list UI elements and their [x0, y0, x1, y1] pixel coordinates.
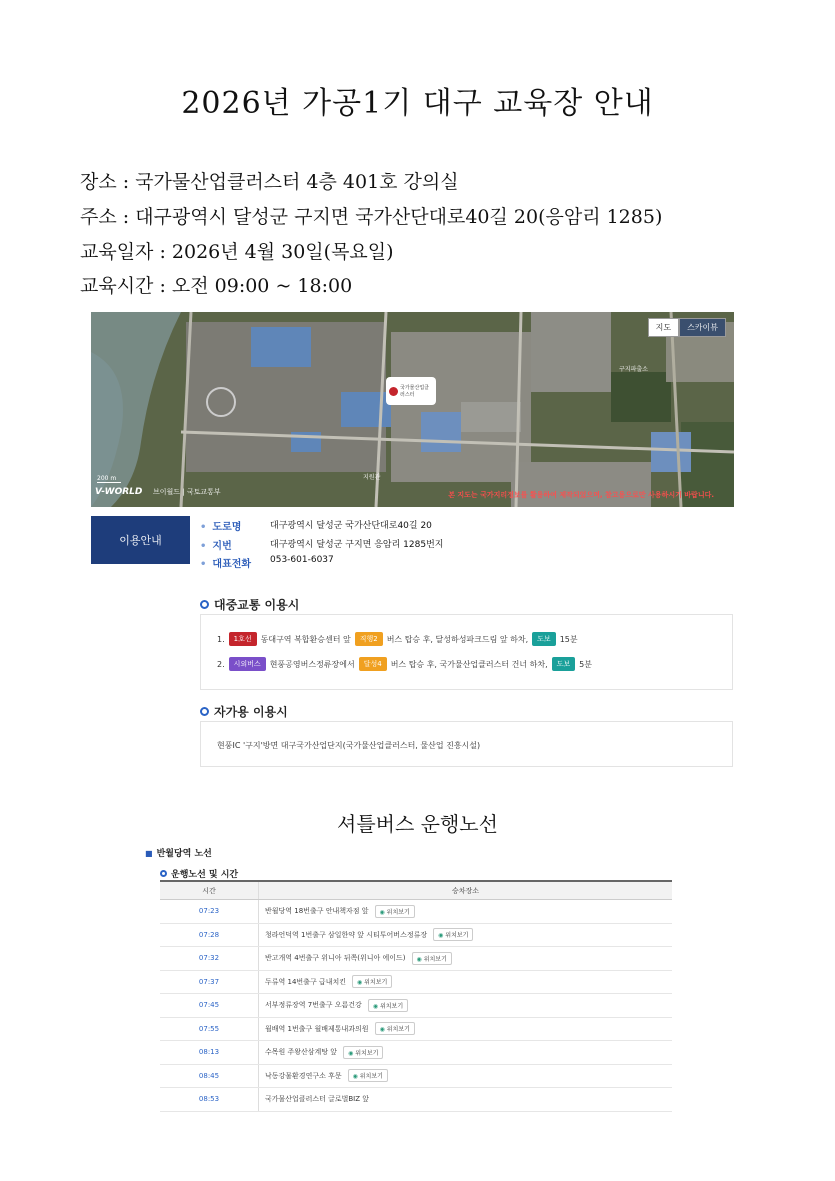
map-scale: 200 m	[97, 475, 121, 483]
transit-row-1	[217, 632, 578, 646]
info-location: 장소 : 국가물산업클러스터 4층 401호 강의실	[80, 171, 459, 193]
stop-cell	[259, 1065, 672, 1088]
col-stop-header: 승차장소	[451, 886, 480, 895]
location-marker[interactable]	[386, 377, 436, 405]
map-view-toggle	[648, 318, 726, 337]
stop-name: 반월당역 18번출구 안내책자점 앞	[265, 907, 369, 916]
circle-icon	[200, 600, 209, 609]
marker-label: 국가물산업클러스터	[400, 385, 429, 398]
intercity-bus-tag: 시외버스	[229, 657, 266, 671]
time-cell: 07:37	[160, 971, 259, 994]
walk-tag: 도보	[532, 632, 556, 646]
view-location-button[interactable]: ◉ 위치보기	[412, 952, 452, 965]
table-row	[160, 1065, 672, 1089]
stop-name: 두류역 14번출구 급내치킨	[265, 977, 346, 986]
guide-label: • 대표전화	[200, 555, 270, 570]
stop-name: 월배역 1번출구 월배제통내과의원	[265, 1024, 369, 1033]
guide-row-road	[200, 518, 432, 533]
map-place-label: 지원관	[363, 474, 381, 481]
stop-name: 반고개역 4번출구 위니아 뒤쪽(위니아 에이드)	[265, 954, 406, 963]
car-text: 현풍IC '구지'방면 대구국가산업단지(국가물산업클러스터, 물산업 진흥시설)	[217, 741, 481, 750]
info-address: 주소 : 대구광역시 달성군 구지면 국가산단대로40길 20(응암리 1285)	[80, 206, 663, 228]
route-heading: ■ 반월당역 노선	[145, 846, 212, 859]
guide-value: 대구광역시 달성군 국가산단대로40길 20	[270, 521, 432, 531]
view-location-button[interactable]: ◉ 위치보기	[343, 1046, 383, 1059]
table-row	[160, 1088, 672, 1112]
time-cell: 07:45	[160, 994, 259, 1017]
row-number: 2.	[217, 659, 225, 669]
circle-icon	[160, 870, 167, 877]
marker-logo-icon	[389, 387, 398, 396]
guide-label: • 도로명	[200, 518, 270, 533]
transit-text: 현풍공영버스정류장에서	[269, 659, 355, 669]
view-location-button[interactable]: ◉ 위치보기	[352, 975, 392, 988]
stop-cell	[259, 900, 672, 923]
transit-text: 동대구역 복합환승센터 앞	[260, 634, 351, 644]
table-row	[160, 900, 672, 924]
guide-value: 대구광역시 달성군 구지면 응암리 1285번지	[270, 540, 444, 550]
bus-tag: 직행2	[355, 632, 383, 646]
skyview-button[interactable]: 스카이뷰	[679, 318, 726, 337]
page-title: 2026년 가공1기 대구 교육장 안내	[181, 86, 654, 121]
info-time: 교육시간 : 오전 09:00 ~ 18:00	[80, 275, 353, 297]
view-location-button[interactable]: ◉ 위치보기	[375, 905, 415, 918]
table-row	[160, 971, 672, 995]
time-cell: 07:28	[160, 924, 259, 947]
guide-row-lot	[200, 537, 443, 552]
info-date: 교육일자 : 2026년 4월 30일(목요일)	[80, 241, 394, 263]
view-location-button[interactable]: ◉ 위치보기	[375, 1022, 415, 1035]
table-header	[160, 880, 672, 900]
time-cell: 08:13	[160, 1041, 259, 1064]
vworld-logo: V-WORLD	[95, 487, 143, 497]
time-cell: 08:53	[160, 1088, 259, 1111]
map-footer-links[interactable]: 브이월드 | 국토교통부	[153, 488, 221, 496]
row-number: 1.	[217, 634, 225, 644]
map-view-button[interactable]: 지도	[648, 318, 679, 337]
map-notice: 본 지도는 국가지리정보를 활용하여 제작되었으며, 참고용으로만 사용하시기 바랍니다.	[448, 491, 714, 499]
guide-value: 053-601-6037	[270, 555, 334, 565]
stop-cell	[259, 994, 672, 1017]
stop-cell	[259, 1041, 672, 1064]
stop-name: 서부정류장역 7번출구 오름건강	[265, 1001, 362, 1010]
route-subheading	[160, 867, 238, 880]
col-time-header: 시간	[160, 882, 259, 899]
table-row	[160, 1041, 672, 1065]
shuttle-table	[160, 880, 672, 1112]
circle-icon	[200, 707, 209, 716]
stop-cell	[259, 924, 672, 947]
stop-name: 청라언덕역 1번출구 삼일한약 앞 시티투어버스정류장	[265, 930, 428, 939]
time-cell: 07:32	[160, 947, 259, 970]
shuttle-title: 셔틀버스 운행노선	[337, 812, 498, 836]
subway-tag: 1호선	[229, 632, 257, 646]
guide-label: • 지번	[200, 537, 270, 552]
transit-text: 버스 탑승 후, 국가물산업클러스터 건너 하차,	[390, 659, 548, 669]
walk-tag: 도보	[552, 657, 576, 671]
view-location-button[interactable]: ◉ 위치보기	[368, 999, 408, 1012]
public-transit-panel	[200, 614, 733, 690]
transit-row-2	[217, 657, 592, 671]
stop-cell	[259, 1018, 672, 1041]
time-cell: 08:45	[160, 1065, 259, 1088]
table-row	[160, 924, 672, 948]
guide-box: 이용안내	[91, 516, 190, 564]
route-subheading-text: 운행노선 및 시간	[171, 870, 239, 880]
car-heading	[200, 703, 288, 720]
stop-cell	[259, 947, 672, 970]
stop-cell	[259, 971, 672, 994]
time-cell: 07:55	[160, 1018, 259, 1041]
satellite-map[interactable]	[91, 312, 734, 507]
transit-text: 15분	[559, 634, 578, 644]
transit-text: 5분	[579, 659, 592, 669]
transit-text: 버스 탑승 후, 달성하성파크드림 앞 하차,	[386, 634, 529, 644]
view-location-button[interactable]: ◉ 위치보기	[433, 928, 473, 941]
table-row	[160, 994, 672, 1018]
stop-name: 낙동강물환경연구소 후문	[265, 1071, 342, 1080]
guide-row-phone	[200, 555, 334, 570]
table-row	[160, 947, 672, 971]
view-location-button[interactable]: ◉ 위치보기	[348, 1069, 388, 1082]
car-heading-text: 자가용 이용시	[214, 705, 288, 719]
public-transit-heading	[200, 596, 299, 613]
map-imagery	[91, 312, 734, 507]
bus-tag: 달성4	[359, 657, 387, 671]
public-transit-heading-text: 대중교통 이용시	[214, 598, 300, 612]
table-row	[160, 1018, 672, 1042]
map-place-label: 구지파출소	[619, 366, 648, 373]
stop-cell	[259, 1088, 672, 1111]
stop-name: 수목원 주왕산삼계탕 앞	[265, 1048, 338, 1057]
stop-name: 국가물산업클러스터 글로벌BIZ 앞	[265, 1095, 370, 1104]
time-cell: 07:23	[160, 900, 259, 923]
